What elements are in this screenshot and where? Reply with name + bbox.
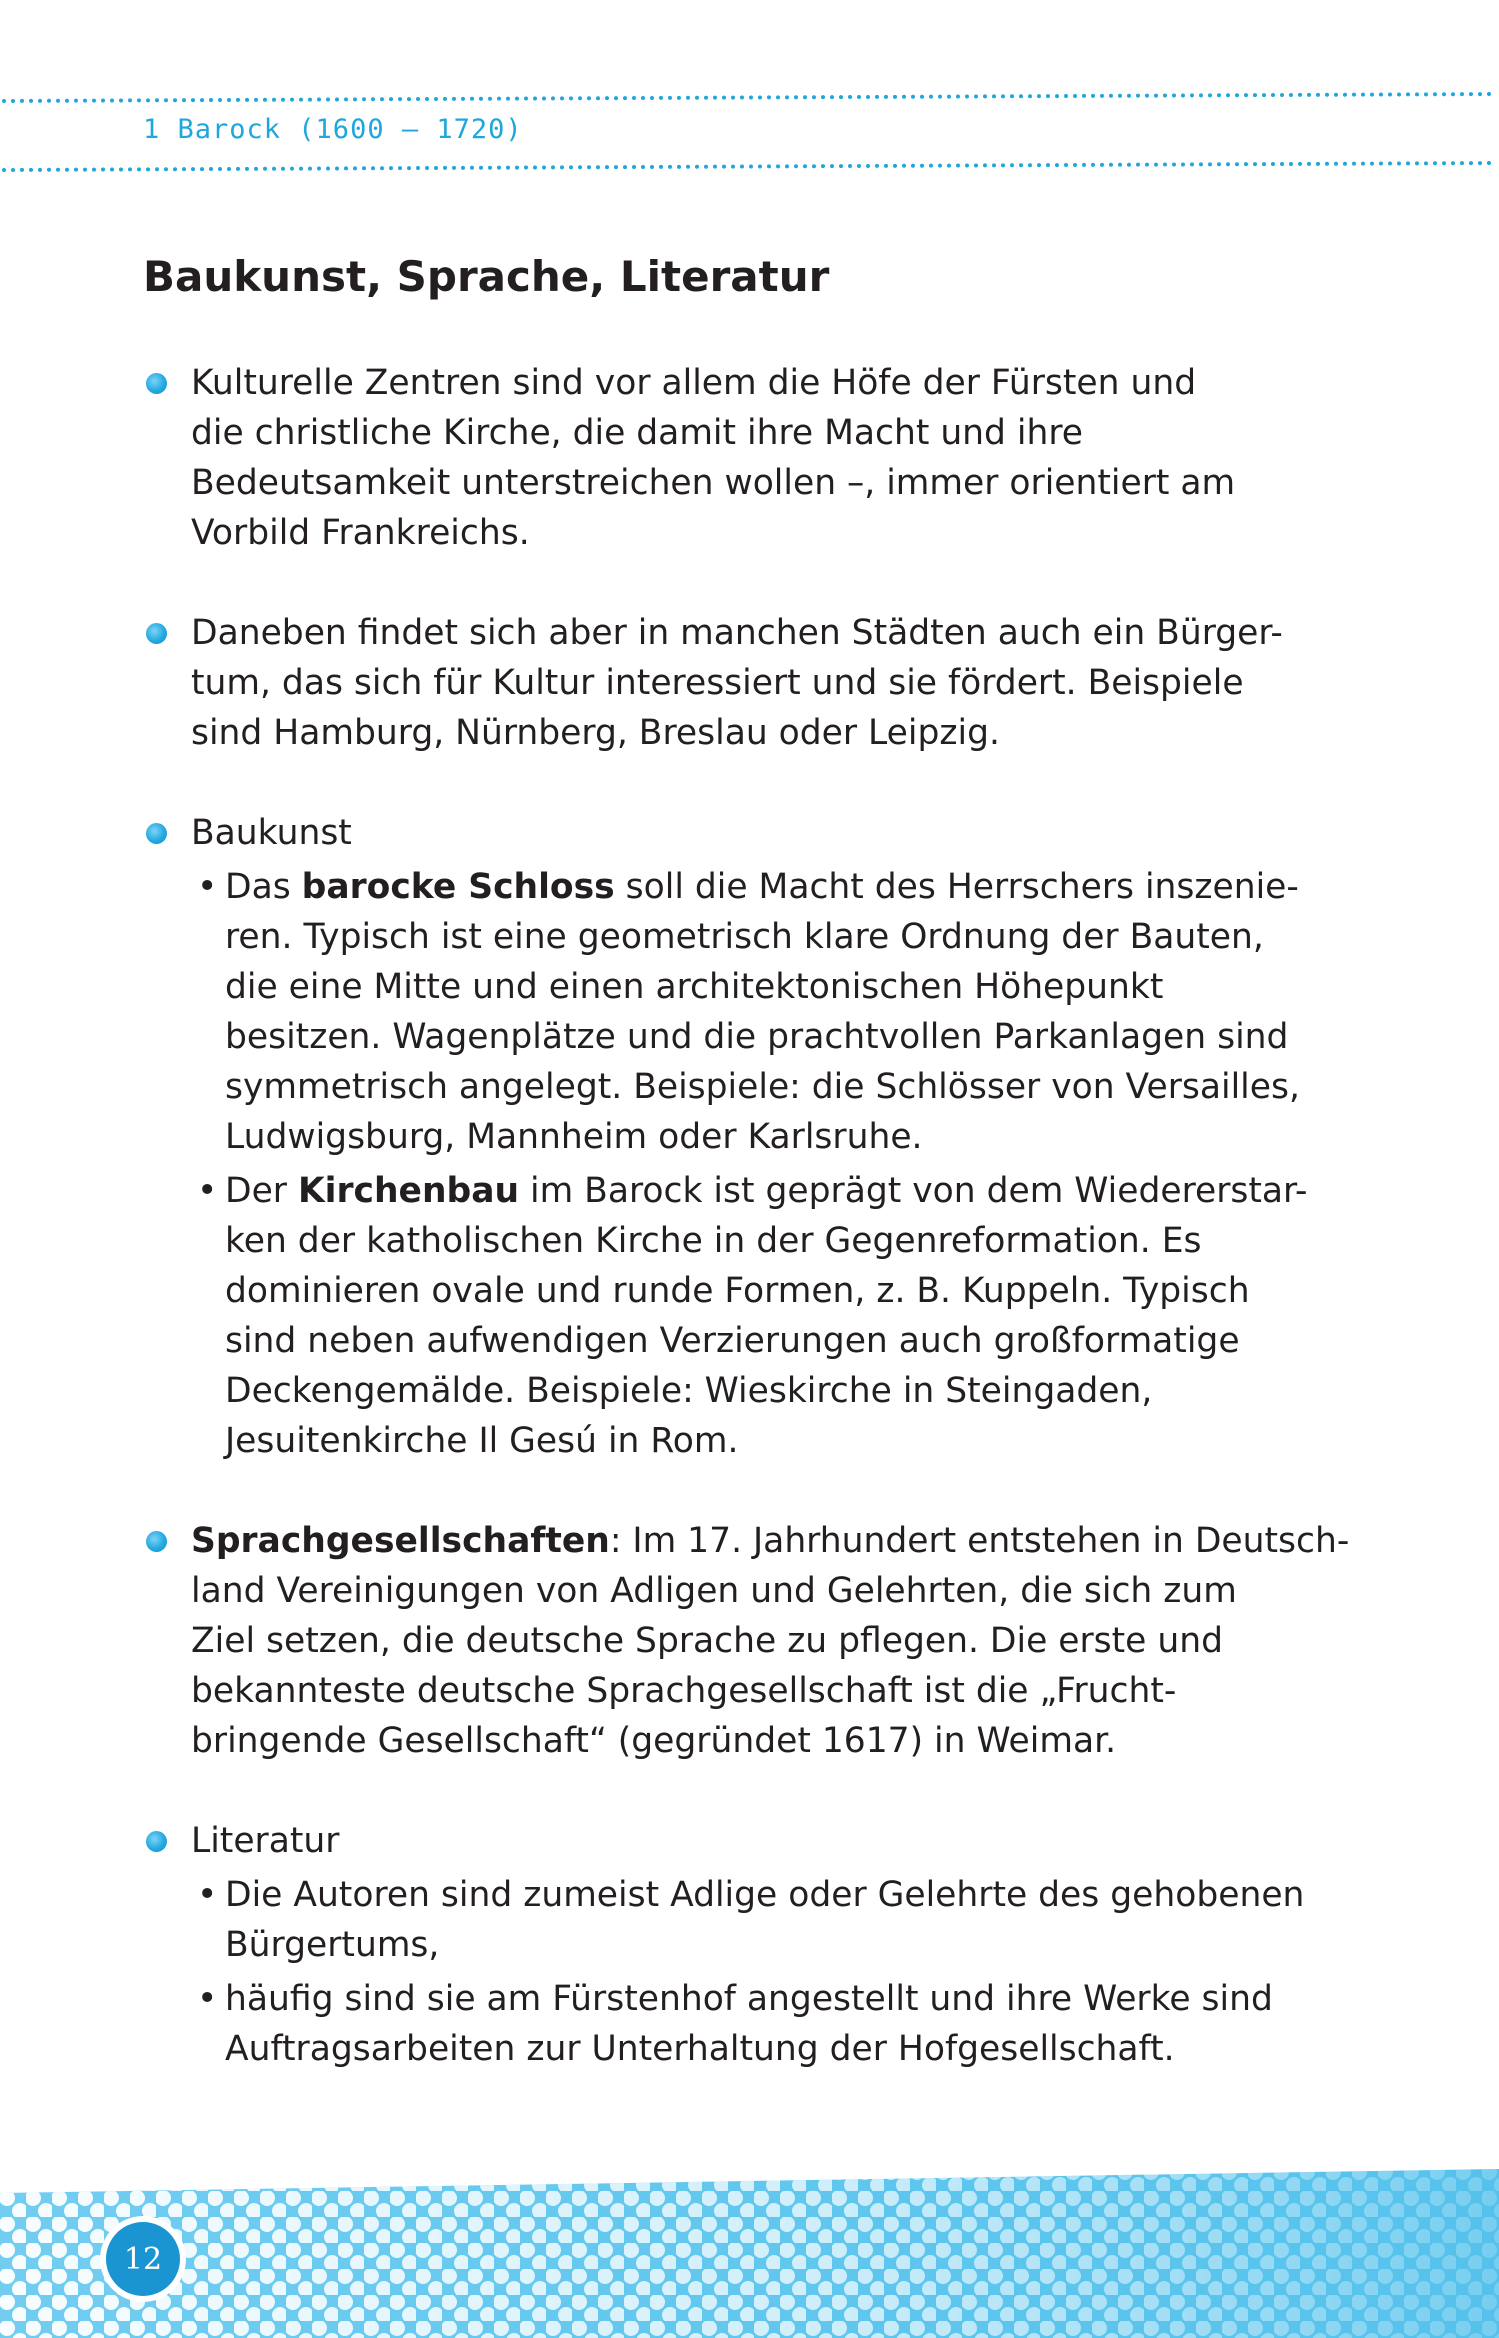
text-line: Jesuitenkirche Il Gesú in Rom. — [225, 1421, 739, 1461]
text-line: Sprachgesellschaften: Im 17. Jahrhundert entstehen in Deutsch- — [191, 1521, 1350, 1561]
page-title: Baukunst, Sprache, Literatur — [143, 252, 830, 301]
bullet-item-sprachgesellschaften — [143, 1516, 1350, 1766]
bullet-item-literatur — [143, 1816, 1343, 2074]
text-line: tum, das sich für Kultur interessiert und sie fördert. Beispiele — [191, 663, 1244, 703]
page-number-badge — [100, 2216, 186, 2302]
page-number: 12 — [106, 2222, 180, 2296]
text-line: Das barocke Schloss soll die Macht des Herrschers inszenie- — [225, 867, 1299, 907]
text-line: Bürgertums, — [225, 1925, 440, 1965]
text-line: ren. Typisch ist eine geometrisch klare Ordnung der Bauten, — [225, 917, 1264, 957]
text-line: Deckengemälde. Beispiele: Wieskirche in Steingaden, — [225, 1371, 1153, 1411]
section-label-baukunst: Baukunst — [191, 813, 352, 853]
text-line: bekannteste deutsche Sprachgesellschaft ist die „Frucht- — [191, 1671, 1177, 1711]
text-line: Die Autoren sind zumeist Adlige oder Gelehrte des gehobenen — [225, 1875, 1305, 1915]
sub-item-autoren — [191, 1870, 1343, 1970]
bullet-item-zentren — [143, 358, 1343, 558]
text-line: Vorbild Frankreichs. — [191, 513, 530, 553]
bullet-dot-icon — [146, 823, 167, 844]
text-line: Ludwigsburg, Mannheim oder Karlsruhe. — [225, 1117, 923, 1157]
text-line: Kulturelle Zentren sind vor allem die Höfe der Fürsten und — [191, 363, 1197, 403]
bullet-dot-icon — [146, 623, 167, 644]
text-line: land Vereinigungen von Adligen und Gelehrten, die sich zum — [191, 1571, 1237, 1611]
sub-bullet-icon: • — [197, 1171, 218, 1211]
term-kirchenbau: Kirchenbau — [297, 1171, 520, 1211]
text-line: bringende Gesellschaft“ (gegründet 1617) in Weimar. — [191, 1721, 1117, 1761]
sub-bullet-icon: • — [197, 1875, 218, 1915]
bullet-dot-icon — [146, 1531, 167, 1552]
dotted-rule-bottom — [0, 161, 1499, 173]
text-line: Auftragsarbeiten zur Unterhaltung der Hofgesellschaft. — [225, 2029, 1175, 2069]
chapter-header: 1 Barock (1600 – 1720) — [143, 114, 523, 145]
text-line: Daneben findet sich aber in manchen Städten auch ein Bürger- — [191, 613, 1283, 653]
content-body — [143, 358, 1350, 2074]
text-line: häufig sind sie am Fürstenhof angestellt und ihre Werke sind — [225, 1979, 1273, 2019]
bullet-dot-icon — [146, 1831, 167, 1852]
text-line: Bedeutsamkeit unterstreichen wollen –, immer orientiert am — [191, 463, 1236, 503]
text-line: sind neben aufwendigen Verzierungen auch großformatige — [225, 1321, 1240, 1361]
text-line: besitzen. Wagenplätze und die prachtvollen Parkanlagen sind — [225, 1017, 1289, 1057]
sub-bullet-icon: • — [197, 1979, 218, 2019]
text-line: dominieren ovale und runde Formen, z. B. Kuppeln. Typisch — [225, 1271, 1250, 1311]
section-label-literatur: Literatur — [191, 1821, 340, 1861]
text-line: sind Hamburg, Nürnberg, Breslau oder Leipzig. — [191, 713, 1000, 753]
sub-item-kirchenbau — [191, 1166, 1343, 1466]
bullet-item-buergertum — [143, 608, 1343, 758]
footer-halftone-band — [0, 2165, 1499, 2338]
term-barocke-schloss: barocke Schloss — [301, 867, 615, 907]
text-line: Der Kirchenbau im Barock ist geprägt von dem Wiedererstar- — [225, 1171, 1308, 1211]
text-line: die eine Mitte und einen architektonischen Höhepunkt — [225, 967, 1164, 1007]
sub-item-schloss — [191, 862, 1343, 1162]
dotted-rule-top — [0, 92, 1499, 104]
sub-bullet-icon: • — [197, 867, 218, 907]
text-line: ken der katholischen Kirche in der Gegenreformation. Es — [225, 1221, 1202, 1261]
term-sprachgesellschaften: Sprachgesellschaften — [191, 1521, 610, 1561]
sub-item-fuerstenhof — [191, 1974, 1343, 2074]
bullet-item-baukunst — [143, 808, 1343, 1466]
bullet-dot-icon — [146, 373, 167, 394]
text-line: die christliche Kirche, die damit ihre Macht und ihre — [191, 413, 1084, 453]
text-line: symmetrisch angelegt. Beispiele: die Schlösser von Versailles, — [225, 1067, 1300, 1107]
text-line: Ziel setzen, die deutsche Sprache zu pflegen. Die erste und — [191, 1621, 1224, 1661]
